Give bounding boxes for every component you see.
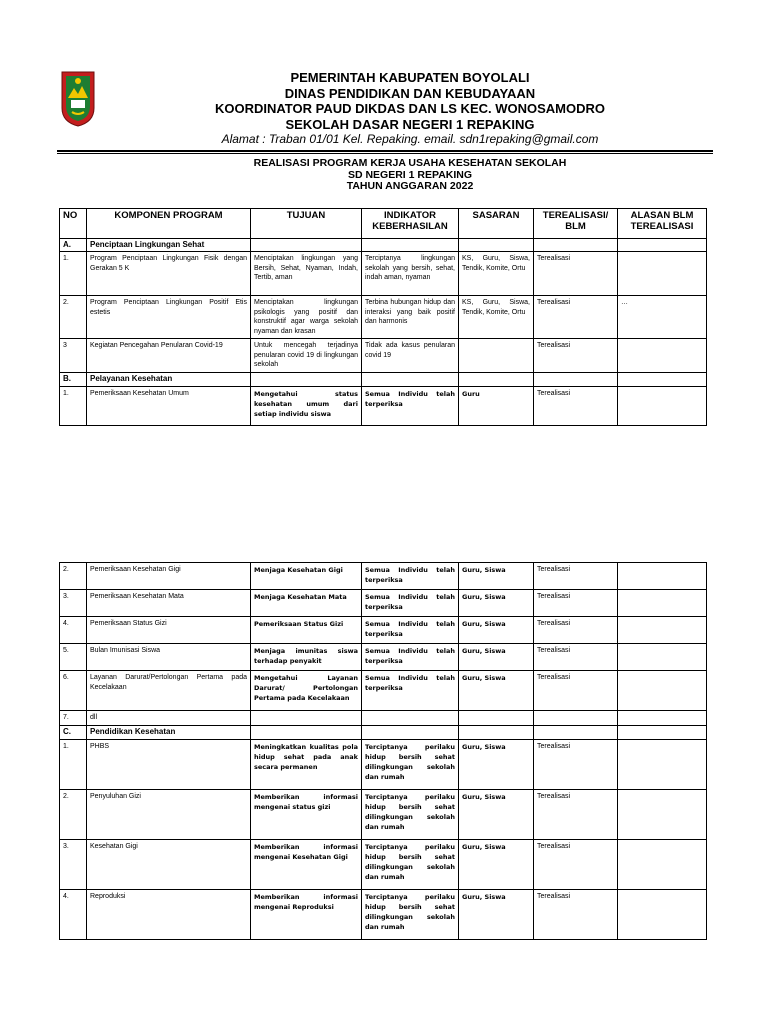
cell-sasaran: Guru, Siswa	[459, 590, 534, 617]
cell-status: Terealisasi	[534, 839, 618, 889]
section-no: B.	[60, 373, 87, 387]
section-row-c	[60, 725, 707, 739]
section-no: C.	[60, 725, 87, 739]
cell-tujuan: Menjaga Kesehatan Gigi	[251, 563, 362, 590]
cell-no: 2.	[60, 563, 87, 590]
table-row	[60, 252, 707, 296]
table-row	[60, 789, 707, 839]
cell-komponen: Pemeriksaan Kesehatan Umum	[87, 387, 251, 426]
header-indikator: INDIKATOR KEBERHASILAN	[362, 209, 459, 239]
cell-status	[534, 711, 618, 726]
cell-komponen: Pemeriksaan Kesehatan Mata	[87, 590, 251, 617]
cell-sasaran	[459, 711, 534, 726]
table-row	[60, 711, 707, 726]
cell-alasan	[618, 789, 707, 839]
cell-status: Terealisasi	[534, 296, 618, 339]
cell-sasaran	[459, 339, 534, 373]
section-title: Pelayanan Kesehatan	[87, 373, 251, 387]
cell-no: 5.	[60, 644, 87, 671]
cell-alasan	[618, 671, 707, 711]
table-row	[60, 563, 707, 590]
table-row	[60, 617, 707, 644]
cell-tujuan: Mengetahui Layanan Darurat/ Pertolongan Pertama pada Kecelakaan	[251, 671, 362, 711]
cell-no: 3.	[60, 839, 87, 889]
cell-no: 4.	[60, 889, 87, 939]
cell-alasan	[618, 617, 707, 644]
cell-indikator: Terciptanya perilaku hidup bersih sehat dilingkungan sekolah dan rumah	[362, 789, 459, 839]
document-title	[110, 158, 710, 193]
cell-tujuan: Pemeriksaan Status Gizi	[251, 617, 362, 644]
cell-komponen: Penyuluhan Gizi	[87, 789, 251, 839]
cell-status: Terealisasi	[534, 590, 618, 617]
table-row	[60, 387, 707, 426]
cell-status: Terealisasi	[534, 644, 618, 671]
cell-no: 1.	[60, 387, 87, 426]
cell-indikator: Terciptanya perilaku hidup bersih sehat dilingkungan sekolah dan rumah	[362, 739, 459, 789]
cell-status: Terealisasi	[534, 889, 618, 939]
cell-sasaran: KS, Guru, Siswa, Tendik, Komite, Ortu	[459, 296, 534, 339]
letterhead-rule-thick	[57, 150, 713, 152]
cell-tujuan: Menciptakan lingkungan psikologis yang positif dan konstruktif agar warga sekolah nyaman dan krasan	[251, 296, 362, 339]
cell-no: 1.	[60, 739, 87, 789]
header-alasan: ALASAN BLM TEREALISASI	[618, 209, 707, 239]
cell-alasan	[618, 739, 707, 789]
cell-status: Terealisasi	[534, 339, 618, 373]
cell-indikator	[362, 711, 459, 726]
header-komponen: KOMPONEN PROGRAM	[87, 209, 251, 239]
cell-indikator: Semua Individu telah terperiksa	[362, 671, 459, 711]
cell-komponen: Reproduksi	[87, 889, 251, 939]
cell-sasaran: Guru, Siswa	[459, 617, 534, 644]
table-row	[60, 739, 707, 789]
cell-status: Terealisasi	[534, 387, 618, 426]
program-table-part-2	[59, 562, 707, 940]
cell-indikator: Semua Individu telah terperiksa	[362, 617, 459, 644]
section-title: Penciptaan Lingkungan Sehat	[87, 239, 251, 252]
cell-tujuan: Untuk mencegah terjadinya penularan covid 19 di lingkungan sekolah	[251, 339, 362, 373]
letterhead-line-1: PEMERINTAH KABUPATEN BOYOLALI	[290, 70, 530, 85]
cell-alasan	[618, 339, 707, 373]
cell-komponen: Pemeriksaan Status Gizi	[87, 617, 251, 644]
cell-alasan	[618, 387, 707, 426]
cell-tujuan	[251, 711, 362, 726]
cell-sasaran: Guru, Siswa	[459, 739, 534, 789]
table-row	[60, 671, 707, 711]
table-row	[60, 839, 707, 889]
cell-status: Terealisasi	[534, 789, 618, 839]
letterhead-line-4: SEKOLAH DASAR NEGERI 1 REPAKING	[285, 116, 535, 132]
cell-indikator: Semua Individu telah terperiksa	[362, 563, 459, 590]
cell-alasan	[618, 711, 707, 726]
table-row	[60, 296, 707, 339]
table-row	[60, 590, 707, 617]
header-no: NO	[60, 209, 87, 239]
cell-tujuan: Mengetahui status kesehatan umum dari setiap individu siswa	[251, 387, 362, 426]
letterhead-line-2: DINAS PENDIDIKAN DAN KEBUDAYAAN	[284, 85, 536, 101]
cell-no: 6.	[60, 671, 87, 711]
cell-sasaran: Guru, Siswa	[459, 563, 534, 590]
table-header-row	[60, 209, 707, 239]
cell-tujuan: Menjaga Kesehatan Mata	[251, 590, 362, 617]
section-title: Pendidikan Kesehatan	[87, 725, 251, 739]
cell-tujuan: Memberikan informasi mengenai status gizi	[251, 789, 362, 839]
cell-tujuan: Menciptakan lingkungan yang Bersih, Sehat, Nyaman, Indah, Tertib, aman	[251, 252, 362, 296]
title-line-3: TAHUN ANGGARAN 2022	[346, 180, 474, 192]
cell-komponen: Layanan Darurat/Pertolongan Pertama pada Kecelakaan	[87, 671, 251, 711]
cell-no: 4.	[60, 617, 87, 644]
cell-indikator: Tidak ada kasus penularan covid 19	[362, 339, 459, 373]
cell-no: 3.	[60, 590, 87, 617]
cell-tujuan: Meningkatkan kualitas pola hidup sehat pada anak secara permanen	[251, 739, 362, 789]
cell-tujuan: Menjaga imunitas siswa terhadap penyakit	[251, 644, 362, 671]
cell-sasaran: KS, Guru, Siswa, Tendik, Komite, Ortu	[459, 252, 534, 296]
table-row	[60, 339, 707, 373]
cell-indikator: Terciptanya lingkungan sekolah yang bersih, sehat, indah aman, nyaman	[362, 252, 459, 296]
cell-komponen: Bulan Imunisasi Siswa	[87, 644, 251, 671]
cell-alasan	[618, 590, 707, 617]
cell-alasan	[618, 563, 707, 590]
cell-sasaran: Guru, Siswa	[459, 671, 534, 711]
table-row	[60, 889, 707, 939]
cell-alasan	[618, 644, 707, 671]
cell-no: 1.	[60, 252, 87, 296]
cell-status: Terealisasi	[534, 563, 618, 590]
cell-alasan	[618, 889, 707, 939]
letterhead-rule-thin	[57, 153, 713, 154]
section-row-b	[60, 373, 707, 387]
letterhead	[110, 70, 710, 147]
cell-komponen: Kegiatan Pencegahan Penularan Covid-19	[87, 339, 251, 373]
cell-no: 2.	[60, 789, 87, 839]
cell-indikator: Semua Individu telah terperiksa	[362, 644, 459, 671]
cell-sasaran: Guru, Siswa	[459, 789, 534, 839]
cell-no: 7.	[60, 711, 87, 726]
cell-komponen: PHBS	[87, 739, 251, 789]
cell-alasan	[618, 839, 707, 889]
cell-status: Terealisasi	[534, 252, 618, 296]
cell-tujuan: Memberikan informasi mengenai Kesehatan Gigi	[251, 839, 362, 889]
cell-status: Terealisasi	[534, 671, 618, 711]
header-tujuan: TUJUAN	[251, 209, 362, 239]
regency-emblem-logo	[58, 68, 98, 128]
cell-indikator: Terbina hubungan hidup dan interaksi yang baik positif dan harmonis	[362, 296, 459, 339]
cell-sasaran: Guru, Siswa	[459, 839, 534, 889]
cell-indikator: Semua Individu telah terperiksa	[362, 387, 459, 426]
cell-alasan	[618, 252, 707, 296]
title-line-1: REALISASI PROGRAM KERJA USAHA KESEHATAN SEKOLAH	[253, 157, 567, 169]
cell-no: 2.	[60, 296, 87, 339]
cell-komponen: Program Penciptaan Lingkungan Fisik dengan Gerakan 5 K	[87, 252, 251, 296]
cell-komponen: Kesehatan Gigi	[87, 839, 251, 889]
section-row-a	[60, 239, 707, 252]
title-line-2: SD NEGERI 1 REPAKING	[347, 168, 473, 181]
cell-status: Terealisasi	[534, 739, 618, 789]
cell-indikator: Semua Individu telah terperiksa	[362, 590, 459, 617]
section-no: A.	[60, 239, 87, 252]
cell-sasaran: Guru	[459, 387, 534, 426]
cell-komponen: dll	[87, 711, 251, 726]
cell-indikator: Terciptanya perilaku hidup bersih sehat dilingkungan sekolah dan rumah	[362, 839, 459, 889]
cell-indikator: Terciptanya perilaku hidup bersih sehat dilingkungan sekolah dan rumah	[362, 889, 459, 939]
letterhead-address: Alamat : Traban 01/01 Kel. Repaking. email. sdn1repaking@gmail.com	[221, 132, 599, 146]
program-table-part-1	[59, 208, 707, 426]
cell-komponen: Pemeriksaan Kesehatan Gigi	[87, 563, 251, 590]
header-terealisasi: TEREALISASI/ BLM	[534, 209, 618, 239]
cell-sasaran: Guru, Siswa	[459, 644, 534, 671]
cell-komponen: Program Penciptaan Lingkungan Positif Etis estetis	[87, 296, 251, 339]
cell-no: 3	[60, 339, 87, 373]
cell-status: Terealisasi	[534, 617, 618, 644]
header-sasaran: SASARAN	[459, 209, 534, 239]
table-row	[60, 644, 707, 671]
cell-alasan: …	[618, 296, 707, 339]
letterhead-line-3: KOORDINATOR PAUD DIKDAS DAN LS KEC. WONOSAMODRO	[215, 101, 605, 116]
cell-tujuan: Memberikan informasi mengenai Reproduksi	[251, 889, 362, 939]
cell-sasaran: Guru, Siswa	[459, 889, 534, 939]
